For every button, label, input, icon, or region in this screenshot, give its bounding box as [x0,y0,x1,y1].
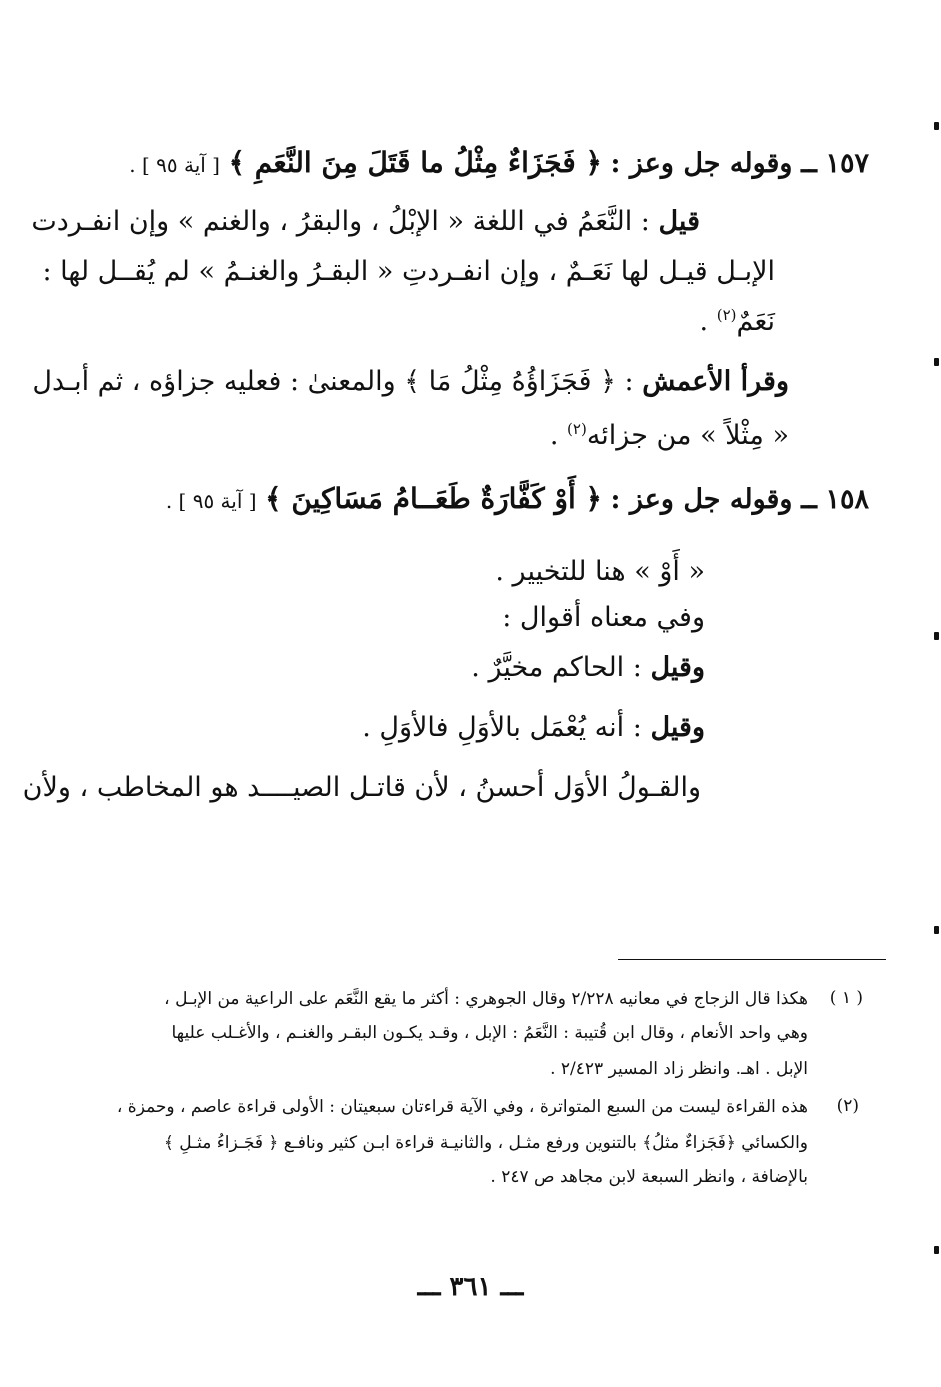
paragraph-line [471,652,705,684]
lead-word: وقيل [650,712,705,743]
entry-intro: وقوله جل وعز : [610,148,793,179]
paragraph-line [43,256,776,288]
line-text: . [549,420,568,451]
footnote-line: الإبل . اهـ. وانظر زاد المسير ٢/٤٢٣ . [550,1059,808,1079]
entry-dash: ــ [801,148,817,179]
line-text: الإبـل قيـل لها نَعَـمٌ ، وإن انفـردتِ « البقـرُ والغنـمُ » لم يُقــل لها : [42,256,775,287]
footnote-line: وهي واحد الأنعام ، وقال ابن قُتيبة : النَّعَمُ : الإبل ، وقـد يكـون البقـر والغنـم ، والأغـلب عليها [171,1023,808,1043]
footnote-line: بالإضافة ، وانظر السبعة لابن مجاهد ص ٢٤٧ . [490,1167,808,1187]
footnote-ref: (٢) [567,420,587,438]
footnote-line: هذه القراءة ليست من السبع المتواترة ، وفي الآية قراءتان سبعيتان : الأولى قراءة عاصم ، وحمزة ، [116,1097,808,1117]
line-text: . [699,306,717,337]
footnote-marker: ( ١ ) [829,988,863,1008]
verse-reference: [ آية ٩٥ ] . [165,489,257,513]
paragraph-line [550,420,789,452]
paragraph-line [495,556,705,588]
lead-word: وقيل [650,652,705,683]
footnote-line: هكذا قال الزجاج في معانيه ٢/٢٢٨ وقال الجوهري : أكثر ما يقع النَّعَم على الراعية من الإبـل ، [164,989,808,1009]
footnote-ref: (٢) [716,306,737,324]
paragraph-line [32,366,789,398]
scan-edge-mark [934,926,939,934]
entry-157-heading [129,146,869,180]
scan-edge-mark [934,122,939,130]
line-text: « مِثْلاً » من جزائه [586,420,789,451]
lead-word: قيل [658,206,700,237]
line-text: : النَّعَمُ في اللغة « الإبْلُ ، والبقرُ ، والغنم » وإن انفـردت [31,206,650,237]
line-text: وفي معناه أقوال : [502,602,705,633]
line-text: نَعَمٌ [736,306,775,337]
scan-edge-mark [934,632,939,640]
line-text: « أَوْ » هنا للتخيير . [495,556,705,587]
scan-edge-mark [934,1246,939,1254]
entry-number: ١٥٨ [825,484,869,515]
verse-reference: [ آية ٩٥ ] . [129,153,220,177]
footnote-separator [618,959,886,960]
paragraph-line [31,206,700,238]
quran-verse: ﴿ فَجَزَاءٌ مِثْلُ ما قَتَلَ مِنَ النَّعَمِ ﴾ [228,146,602,179]
entry-number: ١٥٧ [825,148,869,179]
line-text: : أنه يُعْمَل بالأوَلِ فالأوَلِ . [362,712,642,743]
paragraph-line [23,772,701,804]
scan-edge-mark [934,358,939,366]
footnote-marker: (٢) [836,1096,859,1116]
line-text: : ﴿ فَجَزَاؤُهُ مِثْلُ مَا ﴾ والمعنىٰ : فعليه جزاؤه ، ثم أبـدل [32,366,634,397]
entry-intro: وقوله جل وعز : [610,484,793,515]
entry-158-heading [166,482,869,516]
paragraph-line [502,602,705,634]
quran-verse: ﴿ أَوْ كَفَّارَةٌ طَعَــامُ مَسَاكِينَ ﴾ [265,482,602,515]
lead-word: وقرأ الأعمش [642,366,789,397]
footnote-line: والكسائي ﴿فَجَزاءٌ مثلُ﴾ بالتنوين ورفع مثـل ، والثانيـة قراءة ابـن كثير ونافـع ﴿ فَجَـزاءُ مثـلِ ﴾ [163,1133,808,1153]
line-text: والقـولُ الأوَل أحسنُ ، لأن قاتـل الصيــــد هو المخاطب ، ولأن [22,772,701,803]
page-number: ـــ ٣٦١ ـــ [417,1272,524,1302]
entry-dash: ــ [801,484,817,515]
paragraph-line [362,712,705,744]
paragraph-line [700,306,775,338]
line-text: : الحاكم مخيَّرٌ . [471,652,642,683]
